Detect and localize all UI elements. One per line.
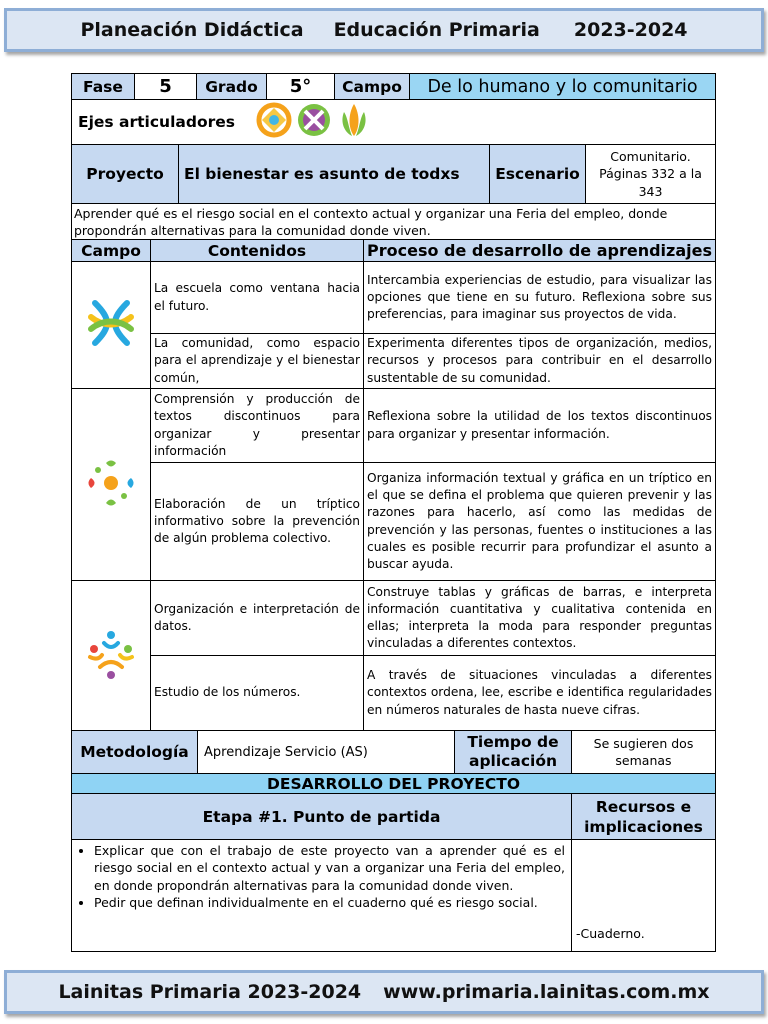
campo-value: De lo humano y lo comunitario: [410, 74, 716, 100]
header-banner: [4, 8, 764, 52]
metodologia-table: [71, 730, 716, 774]
footer-banner: [4, 970, 764, 1014]
metodologia-label: Metodología: [72, 731, 198, 774]
proyecto-value: El bienestar es asunto de todxs: [179, 145, 490, 204]
campo-icon-cell: [72, 262, 151, 389]
proposito-text: Aprender qué es el riesgo social en el contexto actual y organizar una Feria del empleo, donde propondrán alternativas para la comunidad donde viven.: [72, 204, 716, 240]
fase-value: 5: [135, 74, 197, 100]
proposito-table: [71, 203, 716, 240]
proyecto-label: Proyecto: [72, 145, 179, 204]
ejes-articuladores-icons: [252, 100, 376, 140]
interculturalidad-icon: [298, 104, 330, 136]
footer-brand: Lainitas Primaria 2023-2024: [58, 981, 362, 1003]
grado-value: 5°: [267, 74, 335, 100]
tiempo-value: Se sugieren dos semanas: [572, 731, 716, 774]
actividades-cell: [72, 840, 572, 952]
proceso-cell: A través de situaciones vinculadas a diferentes contextos ordena, lee, escribe e identifica regularidades en números naturales de hasta nueve cifras.: [364, 656, 716, 731]
desarrollo-table: [71, 773, 716, 952]
desarrollo-title: DESARROLLO DEL PROYECTO: [72, 774, 716, 794]
recurso-cell: -Cuaderno.: [572, 840, 716, 952]
etapa-title: Etapa #1. Punto de partida: [72, 794, 572, 840]
table-row: [72, 389, 716, 463]
grado-label: Grado: [197, 74, 267, 100]
ejes-icons: [246, 100, 716, 145]
proceso-cell: Reflexiona sobre la utilidad de los textos discontinuos para organizar y presentar información.: [364, 389, 716, 463]
proceso-cell: Construye tablas y gráficas de barras, e interpreta información cuantitativa y cualitativa contenida en ellas; interpreta la moda para responder preguntas vinculadas a diferentes contextos.: [364, 581, 716, 656]
list-item: • Pedir que definan individualmente en el cuaderno qué es riesgo social.: [94, 894, 565, 911]
escenario-value: Comunitario. Páginas 332 a la 343: [586, 145, 716, 204]
header-year: 2023-2024: [573, 19, 688, 41]
contenido-cell: Comprensión y producción de textos discontinuos para organizar y presentar información: [151, 389, 364, 463]
contenido-cell: Organización e interpretación de datos.: [151, 581, 364, 656]
list-item: • Explicar que con el trabajo de este proyecto van a aprender qué es el riesgo social en el contexto actual y van a organizar una Feria del empleo, en donde propondrán alternativas para la comunidad donde viven.: [94, 842, 565, 894]
escenario-label: Escenario: [490, 145, 586, 204]
proceso-cell: Organiza información textual y gráfica en un tríptico en el que se defina el problema que quieren prevenir y las razones para hacerlo, así como las medidas de prevención y las personas, fuentes o instituciones a las cuales es posible recurrir para profundizar el asunto a buscar ayuda.: [364, 463, 716, 581]
header-level: Educación Primaria: [333, 19, 540, 41]
proceso-cell: Experimenta diferentes tipos de organización, medios, recursos y procesos para contribuir en el desarrollo sustentable de su comunidad.: [364, 334, 716, 389]
footer-url[interactable]: www.primaria.lainitas.com.mx: [383, 981, 710, 1003]
contenido-cell: La escuela como ventana hacia el futuro.: [151, 262, 364, 334]
proceso-cell: Intercambia experiencias de estudio, para visualizar las opciones que tiene en su futuro. Reflexiona sobre sus preferencias, para imaginar sus proyectos de vida.: [364, 262, 716, 334]
contenidos-header: Contenidos: [151, 240, 364, 262]
table-row: [72, 581, 716, 656]
contenido-cell: Elaboración de un tríptico informativo sobre la prevención de algún problema colectivo.: [151, 463, 364, 581]
campo-icon-cell: [72, 389, 151, 581]
tiempo-label: Tiempo de aplicación: [455, 731, 572, 774]
table-row: [72, 334, 716, 389]
campo-icon-cell: [72, 581, 151, 731]
planning-document: [71, 73, 716, 952]
contenido-cell: La comunidad, como espacio para el aprendizaje y el bienestar común,: [151, 334, 364, 389]
metodologia-value: Aprendizaje Servicio (AS): [198, 731, 455, 774]
ejes-label: Ejes articuladores: [72, 100, 246, 145]
fase-label: Fase: [72, 74, 135, 100]
etica-naturaleza-icon: [83, 295, 139, 351]
inclusion-icon: [259, 105, 289, 135]
header-title: Planeación Didáctica: [80, 19, 304, 41]
table-row: [72, 656, 716, 731]
recursos-label: Recursos e implicaciones: [572, 794, 716, 840]
table-row: [72, 463, 716, 581]
ejes-table: [71, 99, 716, 145]
vida-saludable-icon: [342, 104, 365, 136]
campo-header: Campo: [72, 240, 151, 262]
lenguajes-icon: [86, 458, 136, 508]
proceso-header: Proceso de desarrollo de aprendizajes: [364, 240, 716, 262]
campo-label: Campo: [335, 74, 410, 100]
contenido-cell: Estudio de los números.: [151, 656, 364, 731]
table-row: [72, 262, 716, 334]
saberes-icon: [84, 627, 138, 681]
contenidos-table: [71, 239, 716, 731]
actividades-list: [72, 840, 571, 914]
info-table: [71, 73, 716, 100]
proyecto-table: [71, 144, 716, 204]
